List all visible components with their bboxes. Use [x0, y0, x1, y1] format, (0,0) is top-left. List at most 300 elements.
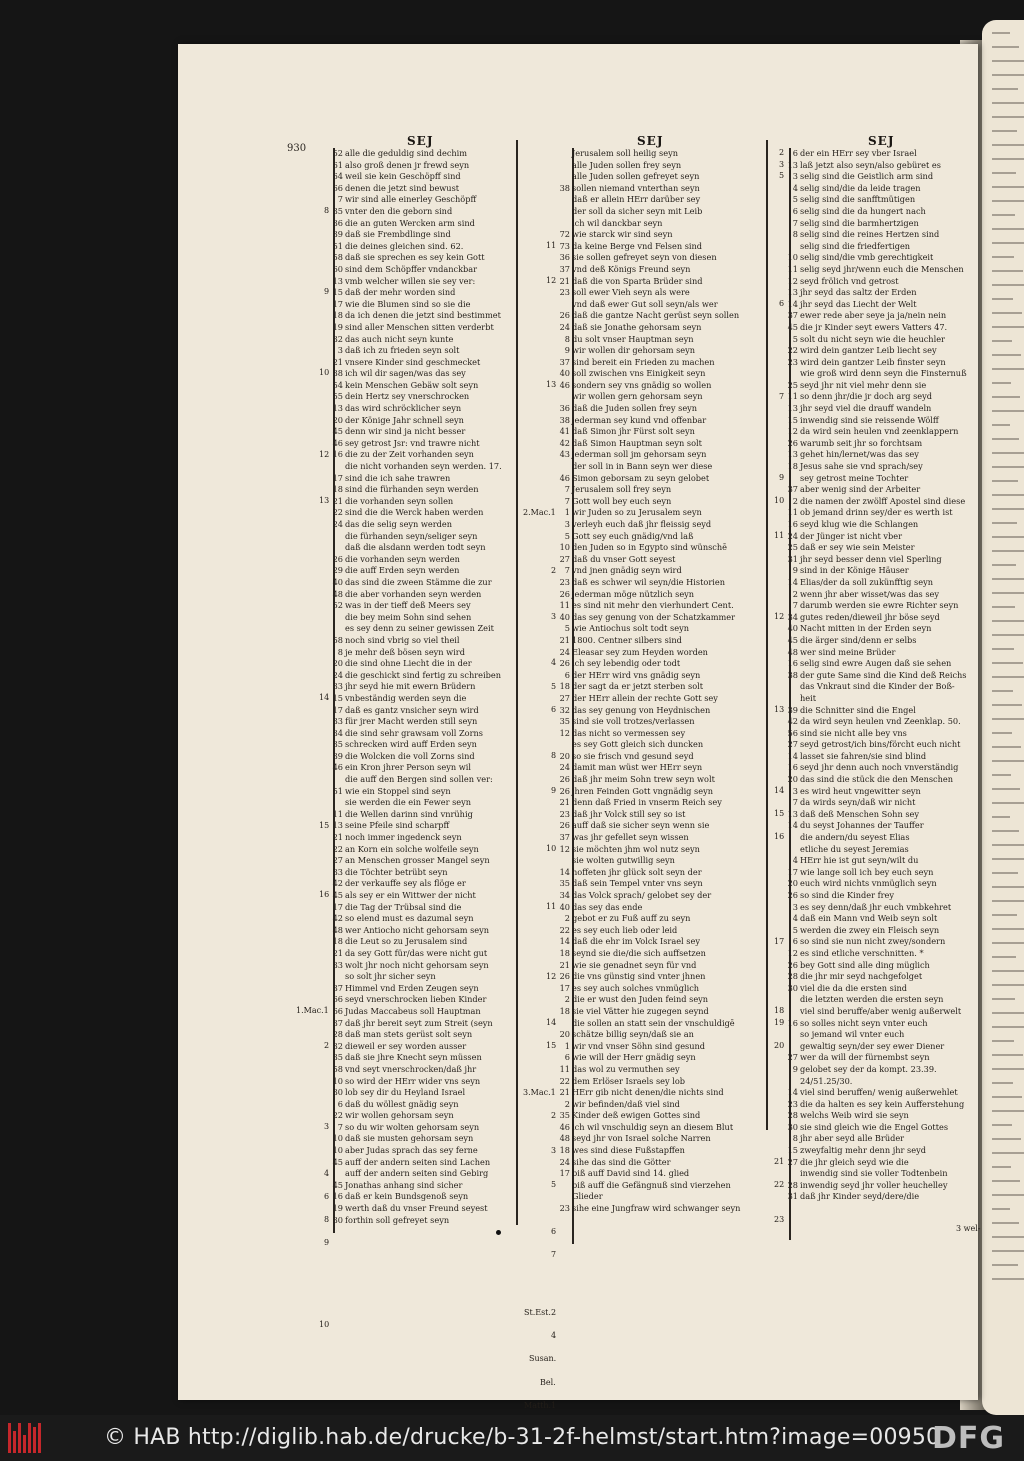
margin-reference: 7 [779, 391, 785, 401]
text-line [787, 577, 967, 589]
text-line [332, 415, 502, 427]
text-line [332, 1215, 502, 1227]
line-text: wird dein gantzer Leib liecht sey [800, 345, 937, 356]
text-line [787, 635, 967, 647]
text-line [332, 461, 502, 473]
logo-bar [18, 1423, 21, 1453]
verse-number: 11 [787, 391, 798, 402]
text-line [559, 1087, 740, 1099]
line-text: schrecken wird auff Erden seyn [345, 739, 477, 750]
verse-number: 27 [787, 1156, 798, 1167]
text-line [559, 415, 740, 427]
verse-number: 45 [332, 890, 343, 900]
text-line [332, 1110, 502, 1122]
verse-number: 24 [787, 530, 798, 541]
verse-number: 35 [332, 205, 343, 216]
verse-number [559, 1018, 572, 1030]
line-text: wie lange soll ich bey euch seyn [800, 866, 934, 877]
margin-reference: 16 [774, 832, 785, 842]
text-line [332, 774, 502, 786]
text-line [559, 496, 740, 508]
logo-bar [38, 1423, 41, 1453]
text-line [332, 635, 502, 647]
text-line [332, 1180, 502, 1192]
line-text: vnsere Kinder sind geschmecket [345, 356, 481, 367]
facing-page-line [992, 550, 1024, 552]
line-text: die letzten werden die ersten seyn [800, 994, 944, 1005]
facing-page-line [992, 172, 1016, 174]
line-text: da wird sein heulen vnd zeenklappern [800, 426, 959, 437]
line-text: denn wir sind ja nicht besser [345, 426, 466, 437]
margin-reference: 22 [774, 1180, 785, 1190]
line-text: die geschickt sind fertig zu schreiben [345, 669, 501, 680]
text-line [332, 832, 502, 844]
line-text: vnd daß ewer Gut soll seyn/als wer [572, 298, 718, 309]
verse-number: 13 [332, 275, 343, 286]
text-line [332, 809, 502, 821]
text-line [787, 983, 967, 995]
text-line [787, 171, 967, 183]
facing-page-line [992, 1068, 1024, 1070]
line-text: seyd frölich vnd getrost [800, 275, 899, 286]
facing-page-line [992, 494, 1024, 496]
verse-number: 20 [559, 1029, 570, 1040]
text-line [559, 554, 740, 566]
line-text: die vorhanden seyn sollen [345, 495, 454, 506]
line-text: daß du vnser Gott seyest [572, 553, 676, 564]
margin-reference: 19 [774, 1018, 785, 1027]
text-line [787, 391, 967, 403]
line-text: die jr Kinder seyt ewers Vatters 47. [800, 321, 948, 332]
facing-page-line [992, 802, 1024, 804]
logo-bar [33, 1427, 36, 1453]
line-text: daß sein Tempel vnter vns seyn [572, 878, 703, 889]
text-line [332, 878, 502, 890]
verse-number: 2 [564, 994, 570, 1005]
line-text: der sagt da er jetzt sterben solt [572, 681, 704, 692]
line-text: sie viel Vätter hie zugegen seynd [572, 1005, 709, 1016]
facing-page-line [992, 1222, 1019, 1224]
line-text: so sind die Kinder frey [800, 890, 895, 900]
text-line [787, 589, 967, 601]
text-line [559, 728, 740, 740]
text-line [559, 391, 740, 403]
facing-page-line [992, 914, 1017, 916]
text-line [559, 577, 740, 589]
line-text: gutes reden/dieweil jhr böse seyd [800, 611, 940, 622]
verse-number: 36 [332, 217, 343, 228]
margin-reference: 3.Mac.1 [523, 1087, 556, 1097]
line-text: dein Hertz sey vnerschrocken [345, 391, 470, 402]
facing-page-line [992, 886, 1024, 888]
line-text: welchs Weib wird sie seyn [800, 1110, 909, 1121]
text-line [332, 716, 502, 728]
line-text: zweyfaltig mehr denn jhr seyd [800, 1145, 926, 1156]
text-line [787, 948, 967, 960]
verse-number: 43 [559, 449, 570, 460]
line-text: daß die alsdann werden todt seyn [345, 542, 486, 553]
line-text: seyd klug wie die Schlangen [800, 519, 919, 529]
verse-number: 10 [332, 1075, 343, 1086]
margin-reference: 6 [324, 1192, 330, 1201]
verse-number: 18 [559, 1005, 570, 1016]
text-line [559, 484, 740, 496]
facing-page-line [992, 312, 1022, 314]
text-line [559, 983, 740, 995]
text-line [559, 890, 740, 902]
verse-number: 30 [332, 1087, 343, 1098]
facing-page-line [992, 1124, 1012, 1126]
verse-number: 6 [564, 669, 570, 680]
line-text: wolt jhr noch nicht gehorsam seyn [345, 959, 489, 970]
verse-number: 18 [559, 681, 570, 692]
line-text: es sey denn/daß jhr euch vmbkehret [800, 901, 952, 912]
facing-page-line [992, 466, 1024, 468]
verse-number: 40 [559, 368, 570, 379]
verse-number: 58 [332, 252, 343, 263]
text-column-3 [787, 148, 967, 1203]
line-text: sihe eine Jungfraw wird schwanger seyn [572, 1203, 741, 1214]
facing-page-line [992, 1180, 1020, 1182]
line-text: darumb werden sie ewre Richter seyn [800, 600, 959, 611]
line-text: sey getrost Jsr: vnd trawre nicht [345, 437, 480, 448]
line-text: selig sind/die da leide tragen [800, 182, 921, 193]
text-line [559, 380, 740, 392]
verse-number [787, 681, 800, 693]
line-text: sind in der Könige Häuser [800, 565, 909, 576]
margin-reference: Matth.1 [524, 1400, 557, 1410]
verse-number: 9 [792, 565, 798, 576]
verse-number: 32 [332, 333, 343, 344]
verse-number: 16 [332, 449, 343, 460]
line-text: wir wollen gern gehorsam seyn [572, 391, 703, 402]
facing-page-line [992, 158, 1024, 160]
text-line [332, 983, 502, 995]
verse-number: 46 [559, 472, 570, 483]
text-line [559, 229, 740, 241]
line-text: das Volck sprach/ gelobet sey der [572, 890, 712, 900]
verse-number: 8 [564, 333, 570, 344]
margin-reference: 10 [319, 368, 330, 378]
line-text: die sind sehr grawsam voll Zorns [345, 727, 483, 738]
line-text: hoffeten jhr glück solt seyn der [572, 866, 702, 877]
text-line [787, 438, 967, 450]
verse-number: 6 [792, 205, 798, 216]
margin-reference: 11 [546, 902, 557, 911]
text-line [559, 206, 740, 218]
margin-reference: 12 [319, 449, 330, 459]
facing-page-line [992, 130, 1017, 132]
line-text: die da halten es sey kein Aufferstehung [800, 1098, 965, 1109]
verse-number: 11 [787, 507, 798, 518]
text-line [332, 554, 502, 566]
line-text: denen die jetzt sind bewust [345, 182, 460, 193]
verse-number [559, 299, 572, 311]
text-line [559, 1029, 740, 1041]
verse-number: 37 [332, 982, 343, 993]
text-line [559, 925, 740, 937]
verse-number: 64 [332, 171, 343, 182]
text-line [787, 647, 967, 659]
line-text: Jonathas anhang sind sicher [345, 1179, 463, 1190]
verse-number: 22 [332, 507, 343, 518]
text-line [332, 206, 502, 218]
margin-reference: 4 [324, 1168, 330, 1178]
margin-reference: 9 [779, 472, 785, 482]
facing-page-line [992, 410, 1024, 412]
text-line [332, 241, 502, 253]
text-line [787, 705, 967, 717]
text-line [787, 1041, 967, 1053]
line-text: sind bereit ein Frieden zu machen [572, 356, 715, 367]
margin-reference: 6 [779, 298, 785, 308]
line-text: was in der tieff deß Meers sey [345, 600, 471, 611]
line-text: so elend must es dazumal seyn [345, 913, 474, 924]
text-line [332, 902, 502, 914]
verse-number: 22 [332, 843, 343, 854]
verse-number: 15 [332, 287, 343, 298]
text-line [787, 1145, 967, 1157]
verse-number: 22 [559, 924, 570, 935]
column-head-2: SEJ [637, 134, 664, 148]
text-line [787, 426, 967, 438]
line-text: biß auff David sind 14. glied [572, 1168, 690, 1179]
line-text: wie groß wird denn seyn die Finsternuß [800, 368, 967, 379]
verse-number: 52 [332, 600, 343, 611]
text-line [787, 971, 967, 983]
text-line [332, 1157, 502, 1169]
verse-number: 32 [332, 1040, 343, 1051]
verse-number: 7 [792, 797, 798, 808]
line-text: jhr seyd besser denn viel Sperling [800, 553, 942, 564]
text-line [559, 867, 740, 879]
text-line [559, 519, 740, 531]
text-line [559, 183, 740, 195]
verse-number: 66 [332, 994, 343, 1005]
line-text: das die selig seyn werden [345, 519, 453, 529]
line-text: es sey euch lieb oder leid [572, 924, 678, 935]
verse-number: 19 [332, 321, 343, 332]
line-text: daß er kein Bundsgenoß seyn [345, 1191, 469, 1202]
column-rule [516, 140, 518, 1225]
verse-number [332, 971, 345, 983]
facing-page-line [992, 228, 1024, 230]
verse-number: 27 [559, 553, 570, 564]
verse-number [559, 1180, 572, 1192]
line-text: Jerusalem soll heilig seyn [572, 148, 678, 158]
verse-number: 14 [787, 576, 798, 587]
line-text: daß man stets gerüst solt seyn [345, 1029, 473, 1040]
line-text: was jhr gefellet seyn wissen [572, 832, 689, 843]
text-line [787, 287, 967, 299]
verse-number: 7 [337, 194, 343, 205]
text-line [559, 670, 740, 682]
text-line [559, 1145, 740, 1157]
text-line [787, 310, 967, 322]
verse-number: 3 [337, 345, 343, 356]
verse-number: 66 [332, 1005, 343, 1016]
verse-number: 21 [559, 275, 570, 286]
line-text: die jhr gleich seyd wie die [800, 1156, 909, 1167]
line-text: daß sie Jonathe gehorsam seyn [572, 321, 702, 332]
verse-number: 11 [787, 263, 798, 274]
verse-number: 23 [559, 287, 570, 298]
text-line [559, 913, 740, 925]
facing-page-line [992, 88, 1018, 90]
verse-number: 37 [332, 1017, 343, 1028]
line-text: den Juden so in Egypto sind wünschē [572, 542, 728, 553]
facing-page-line [992, 1096, 1022, 1098]
text-line [332, 751, 502, 763]
verse-number: 41 [559, 426, 570, 437]
line-text: du solt vnser Hauptman seyn [572, 333, 694, 344]
line-text: gebot er zu Fuß auff zu seyn [572, 913, 691, 924]
text-line [787, 415, 967, 427]
verse-number: 14 [787, 750, 798, 761]
facing-page-line [992, 74, 1024, 76]
verse-number: 27 [332, 855, 343, 866]
verse-number: 33 [332, 716, 343, 727]
text-line [332, 728, 502, 740]
text-line [332, 1203, 502, 1215]
text-line [787, 855, 967, 867]
verse-number: 37 [559, 832, 570, 843]
verse-number: 58 [332, 1063, 343, 1074]
facing-page-line [992, 662, 1023, 664]
verse-number [559, 461, 572, 473]
verse-number: 7 [337, 1121, 343, 1132]
line-text: die Wellen darinn sind vnrühig [345, 808, 473, 819]
verse-number: 35 [559, 716, 570, 727]
text-line [332, 183, 502, 195]
margin-reference: 3 [551, 1145, 557, 1155]
line-text: ob jemand drinn sey/der es werth ist [800, 507, 953, 518]
verse-number [332, 797, 345, 809]
facing-page-line [992, 718, 1024, 720]
verse-number [787, 832, 800, 844]
text-line [559, 623, 740, 635]
text-line [559, 1168, 740, 1180]
verse-number: 10 [787, 252, 798, 263]
verse-number: 15 [332, 692, 343, 703]
text-line [787, 322, 967, 334]
facing-page-line [992, 270, 1023, 272]
text-line [787, 1191, 967, 1203]
line-text: daß die von Sparta Brüder sind [572, 275, 703, 286]
margin-reference: 11 [546, 240, 557, 250]
text-line [332, 565, 502, 577]
text-line [787, 218, 967, 230]
text-line [332, 496, 502, 508]
line-text: Eleasar sey zum Heyden worden [572, 646, 708, 657]
verse-number: 40 [559, 611, 570, 622]
margin-reference: 2 [551, 1110, 557, 1120]
verse-number: 34 [332, 727, 343, 738]
verse-number: 9 [564, 345, 570, 356]
verse-number: 18 [559, 1145, 570, 1156]
verse-number: 31 [787, 1191, 798, 1202]
line-text: da sey Gott für/das were nicht gut [345, 947, 488, 958]
footer-bar [0, 1415, 1024, 1461]
text-line [559, 264, 740, 276]
line-text: da keine Berge vnd Felsen sind [572, 240, 703, 251]
copyright-url[interactable]: © HAB http://diglib.hab.de/drucke/b-31-2f-helmst/start.htm?image=00950 [104, 1425, 941, 1450]
verse-number: 21 [559, 797, 570, 808]
line-text: für jrer Macht werden still seyn [345, 716, 478, 727]
line-text: inwendig seyd jhr voller heuchelley [800, 1179, 948, 1190]
verse-number: 12 [787, 275, 798, 286]
text-line [787, 1087, 967, 1099]
line-text: selig sind/die vmb gerechtigkeit [800, 252, 934, 263]
margin-reference: 2 [779, 148, 785, 157]
verse-number: 37 [787, 310, 798, 321]
text-line [559, 565, 740, 577]
verse-number: 13 [787, 403, 798, 414]
line-text: wir befinden/daß viel sind [572, 1098, 680, 1109]
line-text: euch wird nichts vnmüglich seyn [800, 878, 937, 889]
verse-number: 19 [332, 1203, 343, 1214]
text-line [332, 531, 502, 543]
text-line [559, 855, 740, 867]
verse-number: 5 [792, 924, 798, 935]
verse-number: 1 [564, 1040, 570, 1051]
line-text: die ärger sind/denn er selbs [800, 634, 917, 645]
line-text: Kinder deß ewigen Gottes sind [572, 1110, 701, 1121]
verse-number: 21 [559, 1087, 570, 1098]
verse-number: 1 [564, 507, 570, 518]
verse-number: 22 [332, 1110, 343, 1121]
line-text: die sind ohne Liecht die in der [345, 658, 472, 669]
line-text: heit [800, 692, 817, 703]
text-line [787, 334, 967, 346]
text-line [332, 1052, 502, 1064]
verse-number [787, 1041, 800, 1053]
line-text: der HErr wird vns gnädig seyn [572, 669, 701, 680]
facing-page-line [992, 634, 1024, 636]
line-text: das sey genung von Heydnischen [572, 704, 711, 715]
verse-number: 24 [559, 646, 570, 657]
verse-number [787, 1168, 800, 1180]
facing-page-line [992, 648, 1014, 650]
verse-number [787, 1006, 800, 1018]
text-line [787, 612, 967, 624]
line-text: ein Kron jhrer Person seyn wil [345, 762, 471, 773]
text-line [559, 1157, 740, 1169]
margin-reference: 11 [774, 530, 785, 540]
text-line [787, 832, 967, 844]
text-line [787, 658, 967, 670]
line-text: der Jünger ist nicht vber [800, 530, 903, 541]
facing-page-line [992, 144, 1024, 146]
verse-number: 13 [787, 449, 798, 460]
line-text: gewaltig seyn/der sey ewer Diener [800, 1040, 945, 1051]
text-line [787, 1110, 967, 1122]
verse-number: 36 [559, 252, 570, 263]
facing-page-line [992, 1278, 1024, 1280]
margin-reference: 17 [774, 936, 785, 946]
facing-page-line [992, 1040, 1014, 1042]
line-text: vnbeständig werden seyn die [345, 692, 467, 703]
text-line [559, 252, 740, 264]
text-line [559, 948, 740, 960]
logo-bar [8, 1423, 11, 1453]
line-text: an Korn ein solche wolfeile seyn [345, 843, 479, 854]
verse-number: 16 [787, 762, 798, 773]
verse-number: 46 [332, 437, 343, 448]
verse-number: 40 [787, 623, 798, 634]
line-text: so sind sie nun nicht zwey/sondern [800, 936, 946, 947]
line-text: werden die zwey ein Fleisch seyn [800, 924, 940, 935]
